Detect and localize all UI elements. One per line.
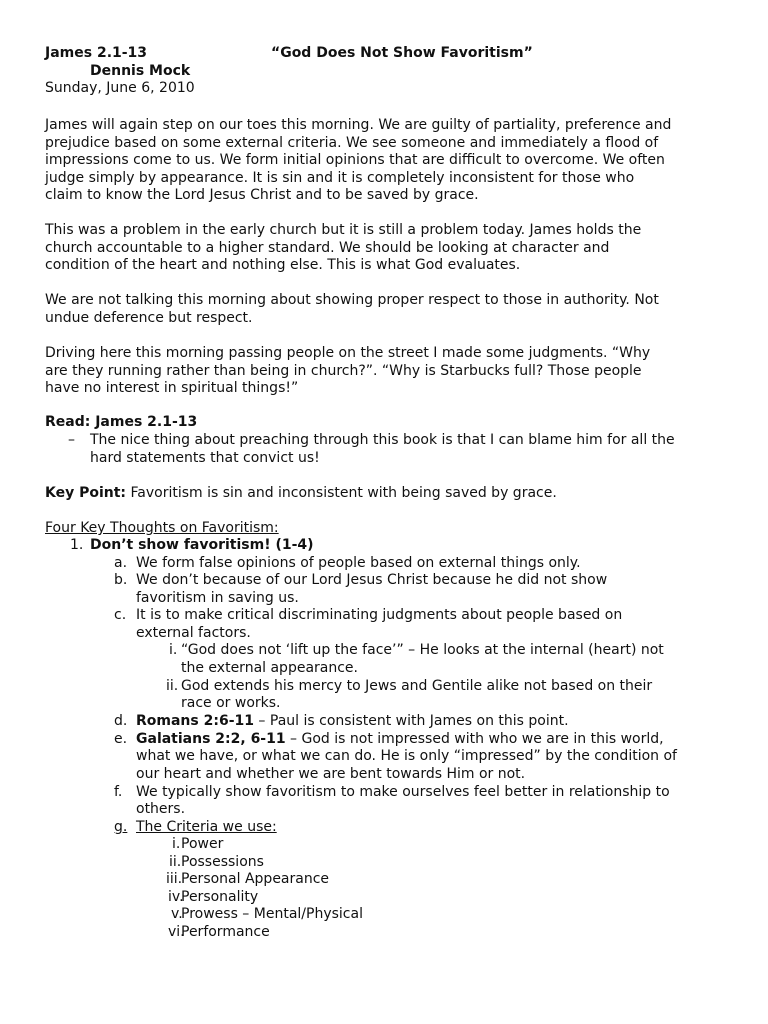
sermon-date: Sunday, June 6, 2010 — [45, 80, 195, 96]
subitem-marker: b. — [114, 572, 128, 588]
paragraph-line: This was a problem in the early church but it is still a problem today. James holds the — [45, 222, 642, 238]
scripture-reference: Romans 2:6-11 — [136, 713, 254, 729]
subitem-line — [136, 731, 664, 749]
paragraph-line: judge simply by appearance. It is sin and it is completely inconsistent for those who — [45, 169, 635, 186]
intro-paragraph-3 — [45, 292, 735, 327]
intro-paragraph-1 — [45, 117, 735, 205]
roman-line: the external appearance. — [181, 660, 358, 676]
roman-line: race or works. — [181, 695, 281, 711]
paragraph-line: impressions come to us. We form initial opinions that are difficult to overcome. We often — [45, 152, 665, 168]
paragraph-line: are they running rather than being in church?”. “Why is Starbucks full? Those people — [45, 362, 642, 379]
subitem-line: It is to make critical discriminating judgments about people based on — [136, 607, 623, 623]
subitem-marker: e. — [114, 731, 128, 747]
subitem-marker: a. — [114, 555, 128, 571]
item-number: 1. — [70, 537, 84, 553]
subitem-text: – Paul is consistent with James on this point. — [253, 713, 569, 729]
criteria-marker: iii. — [166, 871, 183, 887]
subitem-text: – God is not impressed with who we are in this world, — [285, 731, 664, 747]
outline-heading: Four Key Thoughts on Favoritism: — [45, 520, 279, 536]
subitem-line: We typically show favoritism to make ourselves feel better in relationship to — [136, 784, 670, 800]
paragraph-line: claim to know the Lord Jesus Christ and to be saved by grace. — [45, 187, 479, 203]
sermon-title: “God Does Not Show Favoritism” — [271, 45, 533, 61]
sermon-reference: James 2.1-13 — [45, 45, 148, 61]
paragraph-line: We are not talking this morning about showing proper respect to those in authority. Not — [45, 292, 659, 308]
subitem-line: external factors. — [136, 625, 251, 641]
subitem-line: favoritism in saving us. — [136, 590, 299, 606]
subitem-marker: c. — [114, 607, 127, 623]
roman-marker: ii. — [166, 678, 179, 694]
subitem-line: our heart and whether we are bent towards Him or not. — [136, 766, 526, 782]
criteria-item: Power — [181, 836, 224, 852]
paragraph-line: Driving here this morning passing people on the street I made some judgments. “Why — [45, 345, 651, 361]
author: Dennis Mock — [90, 63, 191, 79]
criteria-marker: vi. — [168, 924, 185, 940]
intro-paragraph-4 — [45, 345, 735, 398]
paragraph-line: James will again step on our toes this morning. We are guilty of partiality, preference and — [45, 117, 672, 133]
read-note-line: The nice thing about preaching through this book is that I can blame him for all the — [90, 432, 675, 448]
criteria-marker: i. — [172, 836, 181, 852]
paragraph-line: condition of the heart and nothing else. This is what God evaluates. — [45, 257, 521, 273]
criteria-item: Personality — [181, 889, 259, 905]
paragraph-line: have no interest in spiritual things!” — [45, 380, 299, 396]
criteria-item: Personal Appearance — [181, 871, 330, 887]
paragraph-line: undue deference but respect. — [45, 309, 253, 326]
dash-bullet: – — [68, 432, 75, 448]
criteria-heading: The Criteria we use: — [136, 819, 277, 835]
key-point — [45, 485, 557, 503]
criteria-marker: ii. — [169, 854, 182, 870]
roman-marker: i. — [169, 642, 178, 658]
subitem-line: others. — [136, 801, 186, 817]
criteria-marker: v. — [171, 906, 183, 922]
subitem-marker: g. — [114, 819, 128, 835]
subitem-line: We don’t because of our Lord Jesus Christ because he did not show — [136, 572, 608, 588]
scripture-reference: Galatians 2:2, 6-11 — [136, 731, 286, 747]
read-note-line: hard statements that convict us! — [90, 450, 320, 466]
paragraph-line: prejudice based on some external criteria. We see someone and immediately a flood of — [45, 134, 659, 151]
subitem-line — [136, 713, 569, 731]
key-point-label: Key Point: — [45, 485, 127, 501]
roman-line: God extends his mercy to Jews and Gentile alike not based on their — [181, 678, 653, 694]
intro-paragraph-2 — [45, 222, 735, 275]
criteria-item: Possessions — [181, 854, 264, 870]
subitem-line: We form false opinions of people based on external things only. — [136, 555, 581, 571]
criteria-marker: iv. — [168, 889, 184, 905]
paragraph-line: church accountable to a higher standard. We should be looking at character and — [45, 239, 610, 256]
item-title: Don’t show favoritism! (1-4) — [90, 537, 314, 553]
roman-line: “God does not ‘lift up the face’” – He looks at the internal (heart) not — [181, 642, 664, 658]
key-point-text: Favoritism is sin and inconsistent with being saved by grace. — [130, 485, 557, 501]
subitem-line: what we have, or what we can do. He is only “impressed” by the condition of — [136, 748, 677, 764]
subitem-marker: f. — [114, 784, 123, 800]
criteria-item: Performance — [181, 924, 270, 940]
read-heading: Read: James 2.1-13 — [45, 414, 198, 430]
criteria-item: Prowess – Mental/Physical — [181, 906, 363, 922]
subitem-marker: d. — [114, 713, 128, 729]
